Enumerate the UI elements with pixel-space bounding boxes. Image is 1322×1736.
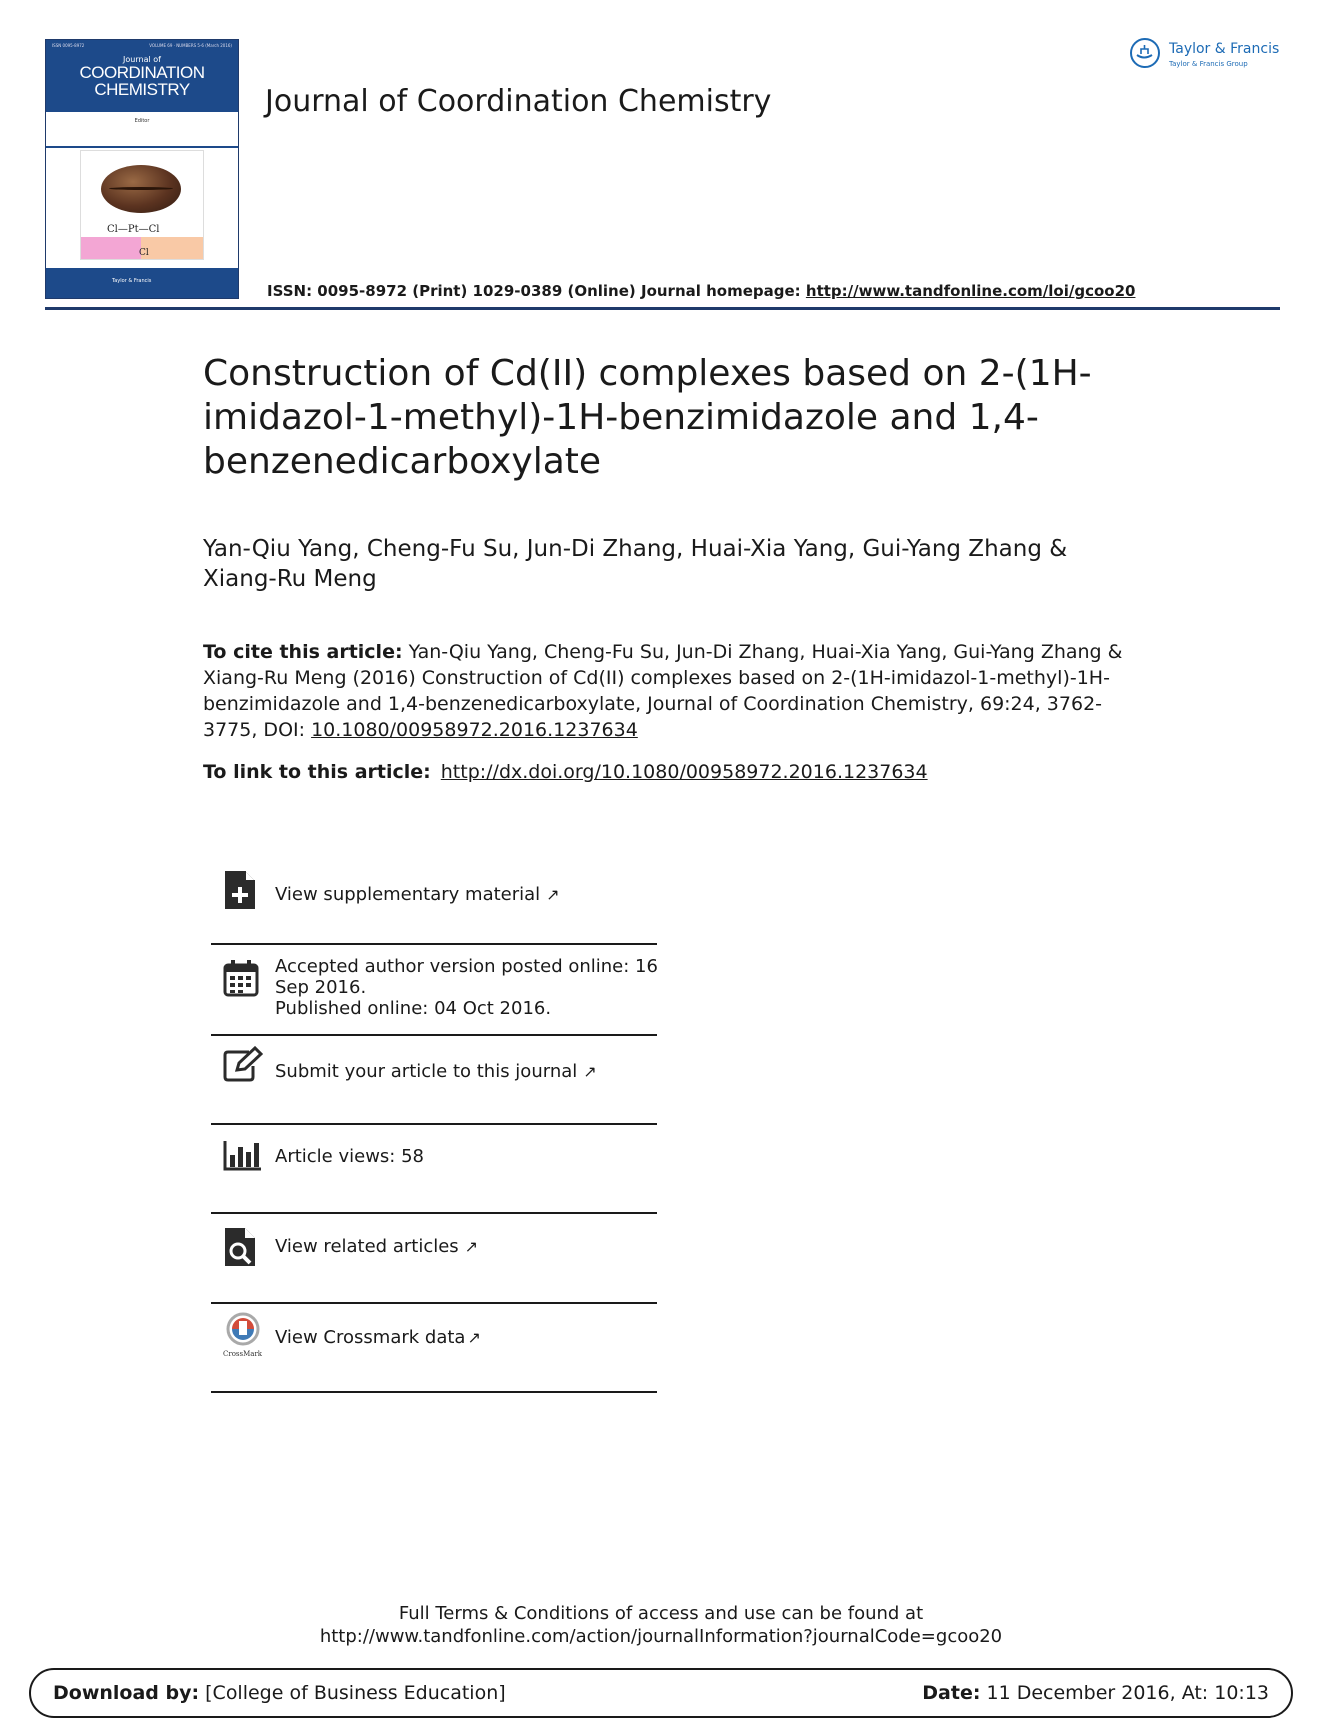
submit-label: Submit your article to this journal (275, 1061, 578, 1082)
download-date (922, 1682, 1269, 1704)
issn-text: ISSN: 0095-8972 (Print) 1029-0389 (Online) Journal homepage: (267, 282, 806, 300)
cover-title-line2: CHEMISTRY (94, 80, 190, 99)
cover-artwork (80, 150, 204, 260)
article-doi-url[interactable]: http://dx.doi.org/10.1080/00958972.2016.1237634 (440, 761, 928, 783)
citation (203, 639, 1133, 743)
info-divider (211, 1212, 657, 1214)
issn-line (267, 282, 1135, 300)
crossmark-logo-text: CrossMark (223, 1350, 263, 1358)
cover-header (46, 40, 238, 112)
cover-editor-band (46, 112, 238, 148)
journal-homepage-link[interactable]: http://www.tandfonline.com/loi/gcoo20 (805, 282, 1136, 300)
date-value: 11 December 2016, At: 10:13 (980, 1682, 1269, 1704)
article-authors: Yan-Qiu Yang, Cheng-Fu Su, Jun-Di Zhang, Huai-Xia Yang, Gui-Yang Zhang & Xiang-Ru Meng (203, 536, 1068, 592)
date-label: Date: (922, 1682, 981, 1704)
article-link-line (203, 761, 928, 783)
coffee-bean-crease (109, 187, 173, 190)
accepted-line2: Sep 2016. (275, 977, 367, 998)
dates-text (275, 956, 658, 1019)
download-label: Download by: (53, 1682, 200, 1704)
file-search-icon (223, 1226, 257, 1272)
cover-footer (46, 268, 238, 298)
info-divider (211, 943, 657, 945)
calendar-icon (223, 959, 259, 1001)
cover-rule (46, 146, 238, 148)
download-info-box (29, 1668, 1293, 1718)
related-label: View related articles (275, 1236, 459, 1257)
cover-chem-formula: Cl—Pt—Cl (107, 224, 160, 235)
tf-logo-icon (1130, 38, 1160, 68)
download-value: [College of Business Education] (199, 1682, 506, 1704)
cover-issn: ISSN 0095-8972 (52, 43, 85, 48)
accepted-line1: Accepted author version posted online: 16 (275, 956, 658, 977)
header-rule (45, 307, 1280, 310)
cover-journal-of: Journal of (123, 55, 161, 64)
journal-cover (45, 39, 239, 299)
cover-chem-bottom: Cl (139, 248, 149, 258)
doi-link[interactable]: 10.1080/00958972.2016.1237634 (311, 719, 638, 741)
cover-title-line1: COORDINATION (79, 63, 205, 82)
cover-editor-label: Editor (134, 118, 150, 124)
download-by (53, 1682, 506, 1704)
info-divider (211, 1123, 657, 1125)
info-divider (211, 1302, 657, 1304)
external-link-icon: ↗ (467, 1328, 481, 1347)
file-plus-icon (223, 869, 257, 915)
external-link-icon: ↗ (583, 1062, 597, 1081)
edit-icon (223, 1046, 263, 1086)
crossmark-label: View Crossmark data (275, 1327, 466, 1348)
crossmark-link[interactable] (275, 1327, 481, 1348)
journal-name: Journal of Coordination Chemistry (265, 84, 772, 119)
tf-logo-name: Taylor & Francis (1169, 41, 1280, 57)
supplementary-label: View supplementary material (275, 884, 541, 905)
terms-line1: Full Terms & Conditions of access and use can be found at (398, 1603, 924, 1624)
crossmark-icon (223, 1312, 263, 1360)
bar-chart-icon (223, 1139, 263, 1175)
related-link[interactable] (275, 1236, 478, 1257)
tf-logo-group: Taylor & Francis Group (1169, 60, 1248, 68)
supplementary-link[interactable] (275, 884, 560, 905)
cover-peach-block (141, 237, 203, 259)
terms-text (0, 1602, 1322, 1648)
terms-url[interactable]: http://www.tandfonline.com/action/journalInformation?journalCode=gcoo20 (319, 1626, 1003, 1647)
submit-link[interactable] (275, 1061, 597, 1082)
info-divider (211, 1034, 657, 1036)
cover-title (46, 64, 238, 98)
cite-text: Yan-Qiu Yang, Cheng-Fu Su, Jun-Di Zhang, Huai-Xia Yang, Gui-Yang Zhang & Xiang-Ru Meng (2016) Construction of Cd(II) complexes based on 2-(1H-imidazol-1-methyl)-1H-benzimidazole and 1,4-benzenedicarboxylate, Journal of Coordination Chemistry, 69:24, 3762-3775, DOI: (203, 641, 1123, 741)
published-date: Published online: 04 Oct 2016. (275, 998, 552, 1019)
article-title: Construction of Cd(II) complexes based on 2-(1H-imidazol-1-methyl)-1H-benzimidazole and 1,4-benzenedicarboxylate (203, 353, 1092, 482)
article-views: Article views: 58 (275, 1146, 424, 1167)
cite-label: To cite this article: (203, 641, 403, 663)
cover-pink-block (81, 237, 141, 259)
cover-volume: VOLUME 69 · NUMBERS 5-6 (March 2016) (149, 43, 232, 48)
link-label: To link to this article: (203, 761, 431, 783)
info-divider (211, 1391, 657, 1393)
external-link-icon: ↗ (546, 885, 560, 904)
external-link-icon: ↗ (464, 1237, 479, 1256)
cover-publisher: Taylor & Francis (112, 278, 152, 284)
